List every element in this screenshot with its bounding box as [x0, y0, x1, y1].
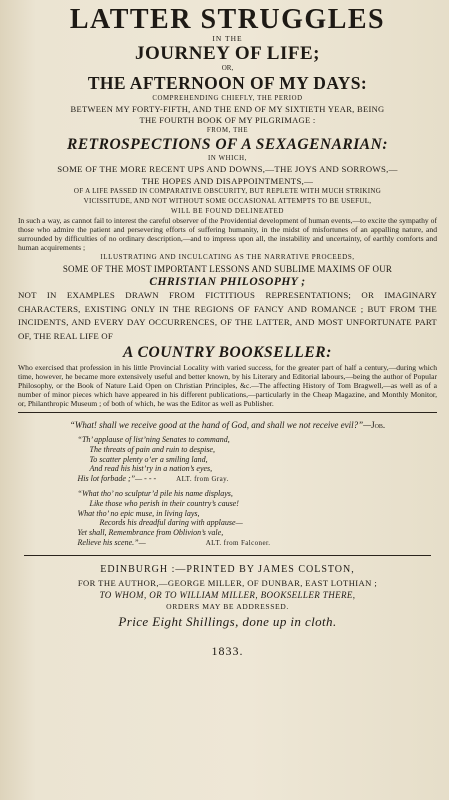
poem-line: The threats of pain and ruin to despise, [89, 444, 215, 454]
poem-line: Yet shall, Remembrance from Oblivion’s vale, [77, 528, 224, 538]
in-the-line: IN THE [212, 34, 243, 43]
afternoon-title: THE AFTERNOON OF MY DAYS: [87, 73, 368, 93]
in-which-line: IN WHICH, [208, 155, 247, 162]
divider [18, 412, 437, 413]
poem-line: And read his hist’ry in a nation’s eyes, [89, 464, 213, 474]
retrospections-title: RETROSPECTIONS OF A SEXAGENARIAN: [67, 136, 388, 153]
country-bookseller-title: A COUNTRY BOOKSELLER: [123, 344, 332, 361]
epigraph-quote: “What! shall we receive good at the hand of God, and shall we not receive evil?”— [69, 420, 372, 430]
poem-line: Records his dreadful daring with applause— [99, 518, 243, 528]
life-passed-line-2: VICISSITUDE, AND NOT WITHOUT SOME OCCASIONAL ATTEMPTS TO BE USEFUL, [83, 196, 372, 205]
lessons-line: SOME OF THE MOST IMPORTANT LESSONS AND SUBLIME MAXIMS OF OUR [62, 264, 393, 274]
between-line: BETWEEN MY FORTY-FIFTH, AND THE END OF MY SIXTIETH YEAR, BEING [70, 104, 385, 114]
poem-line: “What tho’ no sculptur’d pile his name displays, [77, 488, 233, 498]
ups-and-downs-line: SOME OF THE MORE RECENT UPS AND DOWNS,—THE JOYS AND SORROWS,— [57, 164, 398, 174]
to-whom-line: TO WHOM, OR TO WILLIAM MILLER, BOOKSELLER THERE, [99, 589, 356, 600]
poem-line: “Th’ applause of list’ning Senates to command, [77, 435, 230, 444]
found-delineated-line: WILL BE FOUND DELINEATED [170, 207, 285, 215]
poem-stanza-2 [78, 489, 378, 549]
from-the-line: FROM, THE [206, 127, 249, 134]
epigraph [18, 419, 437, 431]
book-title: LATTER STRUGGLES [69, 4, 386, 35]
journey-of-life: JOURNEY OF LIFE; [135, 43, 320, 64]
christian-philosophy-title: CHRISTIAN PHILOSOPHY ; [149, 276, 306, 288]
divider [24, 555, 431, 556]
who-exercised-paragraph: Who exercised that profession in his little Provincial Locality with varied success, for the greater part of half a century,—during which time, however, he became more extensively useful and better known, by his Literary and Editorial labours,—being the author of Popular Philosophy, or the Book of Nature Laid Open on Christian Principles, &c.—The affecting History of Tom Bragwell,—as well as of a number of minor pieces which have appeared in his different publications,—particularly in the Cheap Magazine, and Monthly Monitor, or, Philanthropic Museum ; of both of which, he was the Editor as well as Publisher. [18, 363, 437, 408]
author-line: FOR THE AUTHOR,—GEORGE MILLER, OF DUNBAR, EAST LOTHIAN ; [77, 577, 378, 588]
printer-line: EDINBURGH :—PRINTED BY JAMES COLSTON, [100, 563, 355, 575]
poem-line: Relieve his scene.”— ALT. from Falconer. [77, 537, 271, 547]
poem-stanza-1 [78, 435, 378, 485]
poem-attribution: ALT. from Gray. [176, 475, 229, 484]
poem-line: Like those who perish in their country’s cause! [89, 498, 239, 508]
orders-line: ORDERS MAY BE ADDRESSED. [166, 601, 289, 611]
fourth-book-line: THE FOURTH BOOK OF MY PILGRIMAGE : [139, 115, 316, 125]
illustrating-line: ILLUSTRATING AND INCULCATING AS THE NARRATIVE PROCEEDS, [100, 253, 355, 261]
poem-line: To scatter plenty o’er a smiling land, [89, 454, 208, 464]
publication-year: 1833. [211, 643, 244, 658]
epigraph-source: Job. [371, 420, 386, 430]
life-passed-line-1: OF A LIFE PASSED IN COMPARATIVE OBSCURITY, BUT REPLETE WITH MUCH STRIKING [73, 187, 382, 195]
not-in-examples-paragraph: NOT IN EXAMPLES DRAWN FROM FICTITIOUS REPRESENTATIONS; OR IMAGINARY CHARACTERS, EXISTING ONLY IN THE REGIONS OF FANCY AND ROMANCE ; BUT FROM THE INCIDENTS, AND EVERY DAY OCCURRENCES, OF THE LATTER, AND MOST UNFORTUNATE PART OF, THE REAL LIFE OF [18, 290, 437, 341]
price-line: Price Eight Shillings, done up in cloth. [118, 613, 337, 629]
description-paragraph: In such a way, as cannot fail to interest the careful observer of the Providential development of human events,—to excite the sympathy of those who admire the patient and persevering efforts of suffering humanity, in the midst of misfortunes of an appalling nature, and surrounded by difficulties of no ordinary description,—and to impress upon all, the instability and uncertainty, of earthly comforts and human acquirements ; [18, 216, 437, 252]
poem-line: What tho’ no epic muse, in living lays, [77, 508, 200, 518]
comprehending-line: COMPREHENDING CHIEFLY, THE PERIOD [152, 95, 303, 102]
poem-line: His lot forbade ;”— - - - ALT. from Gray. [77, 474, 229, 484]
or-line: OR, [221, 64, 234, 72]
hopes-line: THE HOPES AND DISAPPOINTMENTS,— [141, 176, 314, 186]
poem-attribution: ALT. from Falconer. [205, 538, 271, 547]
